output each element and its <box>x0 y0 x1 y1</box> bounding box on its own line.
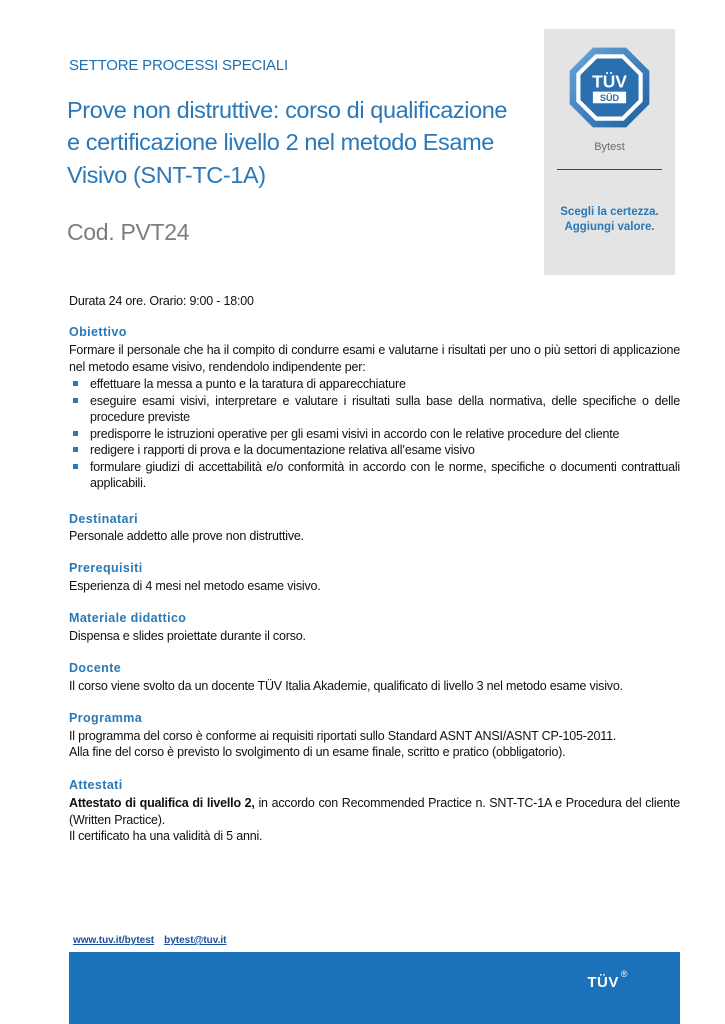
course-code: Cod. PVT24 <box>67 219 190 245</box>
objective-intro: Formare il personale che ha il compito di condurre esami e valutarne i risultati per uno o più settori di applicazione nel metodo esame visivo, rendendolo indipendente per: <box>69 343 680 374</box>
claim-line-2: Aggiungi valore. <box>564 221 655 233</box>
sector-label: SETTORE PROCESSI SPECIALI <box>69 57 288 74</box>
prerequisites-heading: Prerequisiti <box>69 561 143 575</box>
registered-mark: ® <box>620 969 628 979</box>
footer-logo-text: TÜV <box>587 974 619 991</box>
list-item: formulare giudizi di accettabilità e/o conformità in accordo con le norme, specifiche o documenti contrattuali applicabili. <box>69 459 680 492</box>
course-duration: Durata 24 ore. Orario: 9:00 - 18:00 <box>69 294 254 308</box>
website-link[interactable]: www.tuv.it/bytest <box>73 935 155 946</box>
subsidiary-name: Bytest <box>594 141 625 153</box>
prerequisites-text: Esperienza di 4 mesi nel metodo esame visivo. <box>69 579 321 593</box>
materials-text: Dispensa e slides proiettate durante il corso. <box>69 629 306 643</box>
logo-text-bottom: SÜD <box>599 92 620 103</box>
program-text-2: Alla fine del corso è previsto lo svolgimento di un esame finale, scritto e pratico (obbligatorio). <box>69 745 566 759</box>
bullet-square-icon <box>73 431 78 436</box>
footer-links <box>73 935 226 946</box>
certificates-rest: in accordo con Recommended Practice n. SNT-TC-1A e Procedura del cliente (Written Practice). <box>69 796 680 827</box>
footer-logo <box>587 969 628 991</box>
logo-text-top: TÜV <box>592 71 627 92</box>
recipients-text: Personale addetto alle prove non distruttive. <box>69 529 304 543</box>
page-title-line-2: e certificazione livello 2 nel metodo Esame <box>67 129 494 155</box>
objective-heading: Obiettivo <box>69 325 127 339</box>
certificates-text <box>69 795 680 828</box>
program-heading: Programma <box>69 711 143 725</box>
list-item: effettuare la messa a punto e la taratura di apparecchiature <box>69 376 680 393</box>
teacher-text: Il corso viene svolto da un docente TÜV Italia Akademie, qualificato di livello 3 nel metodo esame visivo. <box>69 679 623 693</box>
brand-panel <box>544 29 675 275</box>
certificates-bold-lead: Attestato di qualifica di livello 2, <box>69 796 255 810</box>
certificates-validity: Il certificato ha una validità di 5 anni. <box>69 829 263 843</box>
page-title-line-1: Prove non distruttive: corso di qualificazione <box>67 97 508 123</box>
footer-bar <box>69 952 680 1024</box>
tuv-sud-logo-icon <box>568 46 651 129</box>
claim-line-1: Scegli la certezza. <box>560 206 659 218</box>
bullet-square-icon <box>73 398 78 403</box>
bullet-square-icon <box>73 381 78 386</box>
certificates-heading: Attestati <box>69 778 123 792</box>
bullet-square-icon <box>73 447 78 452</box>
list-item: redigere i rapporti di prova e la documentazione relativa all’esame visivo <box>69 442 680 459</box>
list-item: predisporre le istruzioni operative per gli esami visivi in accordo con le relative procedure del cliente <box>69 426 680 443</box>
email-link[interactable]: bytest@tuv.it <box>164 935 227 946</box>
page-title-line-3: Visivo (SNT-TC-1A) <box>67 162 266 188</box>
brand-divider <box>557 169 662 170</box>
list-item: eseguire esami visivi, interpretare e valutare i risultati sulla base della normativa, delle specifiche o delle procedure previste <box>69 393 680 426</box>
program-text-1: Il programma del corso è conforme ai requisiti riportati sullo Standard ASNT ANSI/ASNT CP-105-2011. <box>69 729 617 743</box>
objective-list <box>69 376 680 492</box>
bullet-square-icon <box>73 464 78 469</box>
recipients-heading: Destinatari <box>69 512 139 526</box>
teacher-heading: Docente <box>69 661 122 675</box>
materials-heading: Materiale didattico <box>69 611 187 625</box>
